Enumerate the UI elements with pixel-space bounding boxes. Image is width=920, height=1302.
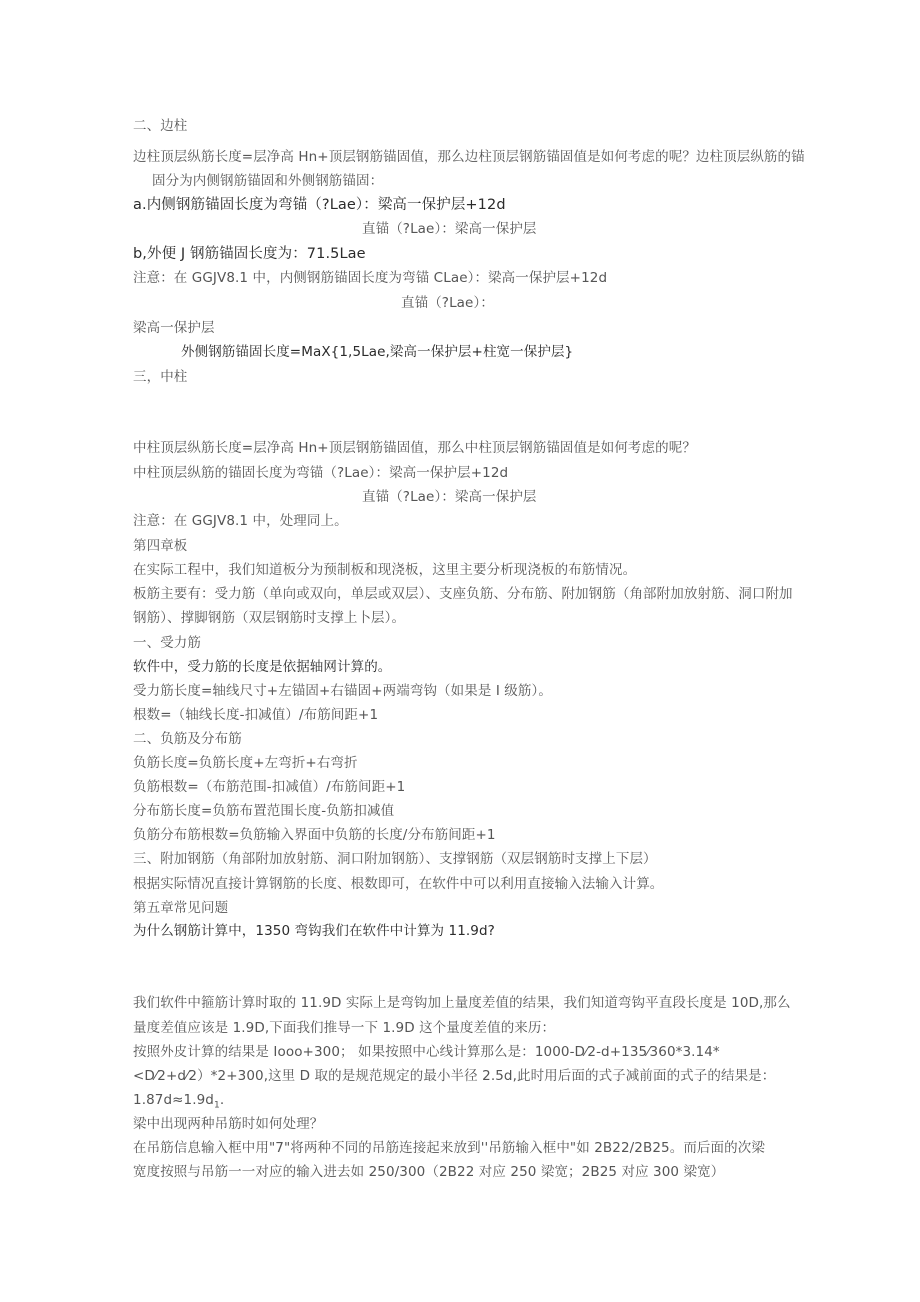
text-line: 边柱顶层纵筋长度=层净高 Hn+顶层钢筋锚固值，那么边柱顶层钢筋锚固值是如何考虑的呢？边柱顶层纵筋的锚 xyxy=(133,149,805,165)
text-line: 梁中出现两种吊筋时如何处理？ xyxy=(133,1116,324,1132)
text-line: 直锚（?Lae）： xyxy=(401,295,494,311)
text-line: b,外便 J 钢筋锚固长度为：71.5Lae xyxy=(133,246,366,262)
text-line: 负筋根数=（布筋范围-扣减值）/布筋间距+1 xyxy=(133,779,406,795)
text-line: 负筋长度=负筋长度+左弯折+右弯折 xyxy=(133,755,358,771)
text-line: 中柱顶层纵筋的锚固长度为弯锚（?Lae）：梁高一保护层+12d xyxy=(133,465,509,481)
text-line: 在吊筋信息输入框中用"7"将两种不同的吊筋连接起来放到''吊筋输入框中"如 2B22/2B25。而后面的次梁 xyxy=(133,1140,765,1156)
text-line: 注意：在 GGJV8.1 中，处理同上。 xyxy=(133,513,348,529)
heading-negative-rebar: 二、负筋及分布筋 xyxy=(133,731,242,747)
text-line: 软件中，受力筋的长度是依据轴网计算的。 xyxy=(133,659,392,675)
heading-middle-column: 三，中柱 xyxy=(133,369,188,385)
text-line: 钢筋）、撑脚钢筋（双层钢筋时支撑上卜层）。 xyxy=(133,610,406,626)
text-line: 板筋主要有：受力筋（单向或双向，单层或双层）、支座负筋、分布筋、附加钢筋（角部附加放射筋、洞口附加 xyxy=(133,586,793,602)
text-line xyxy=(133,1092,224,1114)
text-line: 直锚（?Lae）：梁高一保护层 xyxy=(362,489,537,505)
subscript: 1 xyxy=(213,1100,220,1111)
text-line: 分布筋长度=负筋布置范围长度-负筋扣减值 xyxy=(133,803,395,819)
text-line: <D⁄2+d⁄2）*2+300,这里 D 取的是规范规定的最小半径 2.5d,此时用后面的式子减前面的式子的结果是： xyxy=(133,1068,776,1084)
text-line: 在实际工程中，我们知道板分为预制板和现浇板，这里主要分析现浇板的布筋情况。 xyxy=(133,562,637,578)
text-line: 直锚（?Lae）：梁高一保护层 xyxy=(362,221,537,237)
text-line: a.内侧钢筋锚固长度为弯锚（?Lae）：梁高一保护层+12d xyxy=(133,197,506,213)
text-line: 负筋分布筋根数=负筋输入界面中负筋的长度/分布筋间距+1 xyxy=(133,827,496,843)
formula-result: 1.87d≈1.9d xyxy=(133,1092,214,1108)
heading-chapter-5: 第五章常见问题 xyxy=(133,900,229,916)
text-line: 我们软件中箍筋计算时取的 11.9D 实际上是弯钩加上量度差值的结果，我们知道弯钩平直段长度是 10D,那么 xyxy=(133,995,791,1011)
text-line: 梁高一保护层 xyxy=(133,320,215,336)
text-line: 外侧钢筋锚固长度=MaX{1,5Lae,梁高一保护层+柱宽一保护层} xyxy=(181,344,574,360)
text-line: 中柱顶层纵筋长度=层净高 Hn+顶层钢筋锚固值，那么中柱顶层钢筋锚固值是如何考虑的呢？ xyxy=(133,440,696,456)
heading-additional-rebar: 三、附加钢筋（角部附加放射筋、洞口附加钢筋）、支撑钢筋（双层钢筋时支撑上下层） xyxy=(133,851,657,867)
text-line: 注意：在 GGJV8.1 中，内侧钢筋锚固长度为弯锚 CLae）：梁高一保护层+12d xyxy=(133,270,608,286)
text-line: 根据实际情况直接计算钢筋的长度、根数即可，在软件中可以利用直接输入法输入计算。 xyxy=(133,876,664,892)
text-line: 宽度按照与吊筋一一对应的输入进去如 250/300（2B22 对应 250 梁宽；2B25 对应 300 梁宽） xyxy=(133,1164,725,1180)
text-line: 受力筋长度=轴线尺寸+左锚固+右锚固+两端弯钩（如果是 I 级筋）。 xyxy=(133,683,552,699)
heading-side-column: 二、边柱 xyxy=(133,118,188,134)
text-line: 量度差值应该是 1.9D,下面我们推导一下 1.9D 这个量度差值的来历： xyxy=(133,1020,556,1036)
heading-chapter-4: 第四章板 xyxy=(133,538,188,554)
text-line: 固分为内侧钢筋锚固和外侧钢筋锚固： xyxy=(152,173,384,189)
period: . xyxy=(219,1092,225,1108)
text-line: 为什么钢筋计算中，1350 弯钩我们在软件中计算为 11.9d? xyxy=(133,923,495,939)
text-line: 根数=（轴线长度-扣减值）/布筋间距+1 xyxy=(133,707,379,723)
text-line: 按照外皮计算的结果是 Iooo+300； 如果按照中心线计算那么是：1000-D⁄2-d+135⁄360*3.14* xyxy=(133,1044,720,1060)
heading-main-rebar: 一、受力筋 xyxy=(133,635,201,651)
